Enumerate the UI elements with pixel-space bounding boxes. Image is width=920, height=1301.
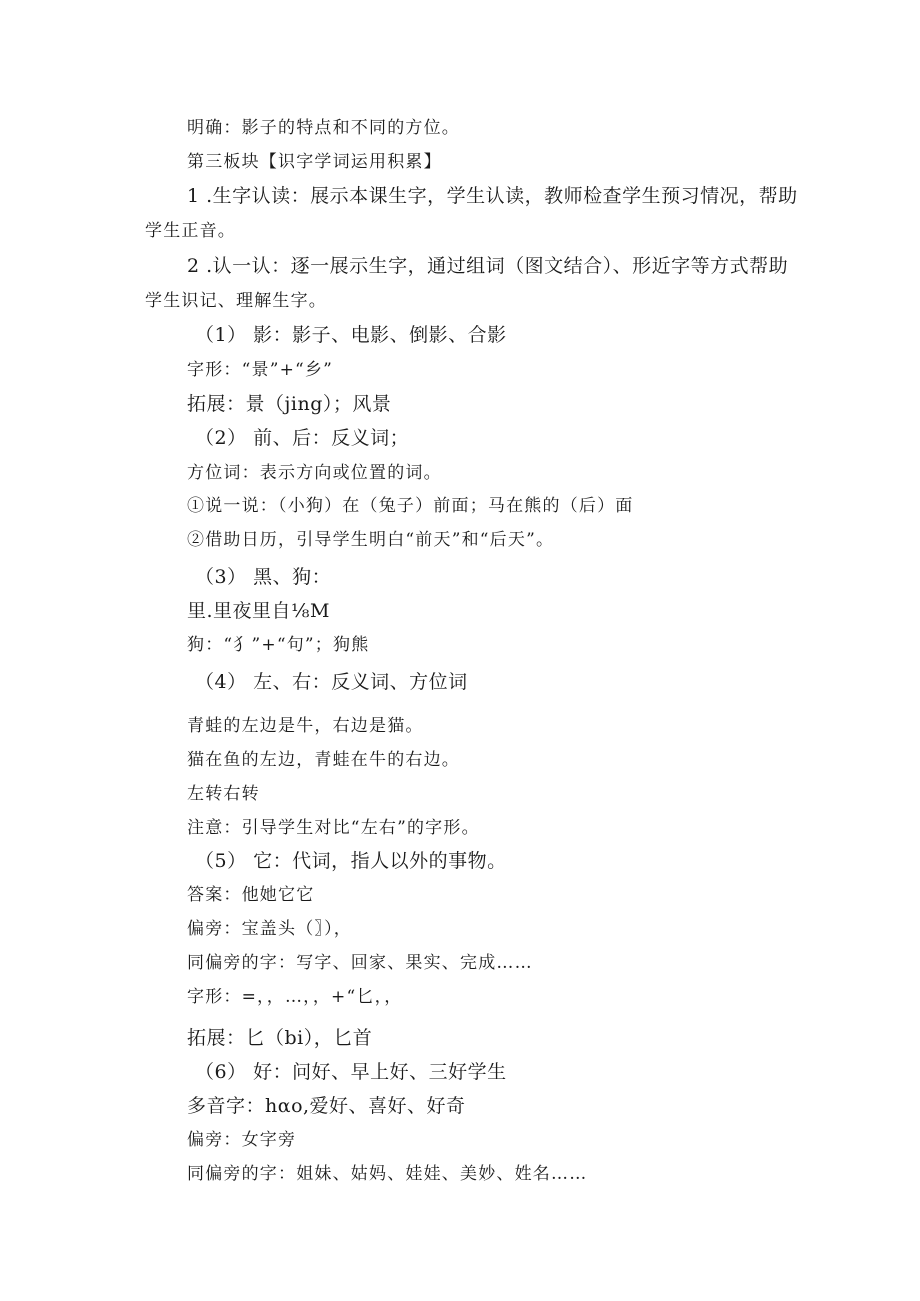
item-heading: （5） 它：代词，指人以外的事物。 <box>195 850 507 872</box>
item-heading: （3） 黑、狗： <box>195 566 332 588</box>
item-heading: （6） 好：问好、早上好、三好学生 <box>195 1061 507 1083</box>
text-line: 注意：引导学生对比“左右”的字形。 <box>187 818 480 838</box>
text-line: 学生正音。 <box>145 221 236 241</box>
section-heading: 第三板块【识字学词运用积累】 <box>187 152 442 172</box>
text-line: ②借助日历，引导学生明白“前天”和“后天”。 <box>187 530 555 550</box>
text-line: 猫在鱼的左边，青蛙在牛的右边。 <box>187 750 460 770</box>
item-heading: （1） 影：影子、电影、倒影、合影 <box>195 324 507 346</box>
text-line: 多音字：hαo,爱好、喜好、好奇 <box>187 1095 466 1117</box>
item-heading: （2） 前、后：反义词； <box>195 427 410 449</box>
text-line: 左转右转 <box>187 784 260 804</box>
text-line: 拓展：匕（bi），匕首 <box>187 1027 373 1049</box>
text-line: 方位词：表示方向或位置的词。 <box>187 463 442 483</box>
text-line: 2 .认一认：逐一展示生字，通过组词（图文结合）、形近字等方式帮助 <box>187 255 789 277</box>
text-line: 拓展：景（jing）；风景 <box>187 393 392 415</box>
text-line: 字形：“景”+“乡” <box>187 360 334 380</box>
text-line: 答案：他她它它 <box>187 885 315 905</box>
text-line: 字形：=，，…，，+“匕，， <box>187 987 403 1007</box>
text-line: 青蛙的左边是牛，右边是猫。 <box>187 716 424 736</box>
text-line: 1 .生字认读：展示本课生字，学生认读，教师检查学生预习情况，帮助 <box>187 185 798 207</box>
text-line: 偏旁：宝盖头（〗）， <box>187 919 352 939</box>
text-line: 偏旁：女字旁 <box>187 1130 297 1150</box>
text-line: 同偏旁的字：姐妹、姑妈、娃娃、美妙、姓名…… <box>187 1164 588 1184</box>
item-heading: （4） 左、右：反义词、方位词 <box>195 671 468 693</box>
text-line: 学生识记、理解生字。 <box>145 291 327 311</box>
text-line: 里.里夜里自⅛M <box>187 600 330 622</box>
text-line: 同偏旁的字：写字、回家、果实、完成…… <box>187 953 533 973</box>
text-line: 狗：“犭”+“句”；狗熊 <box>187 635 370 655</box>
text-line: ①说一说：（小狗）在（兔子）前面；马在熊的（后）面 <box>187 496 634 516</box>
text-line: 明确：影子的特点和不同的方位。 <box>187 118 460 138</box>
